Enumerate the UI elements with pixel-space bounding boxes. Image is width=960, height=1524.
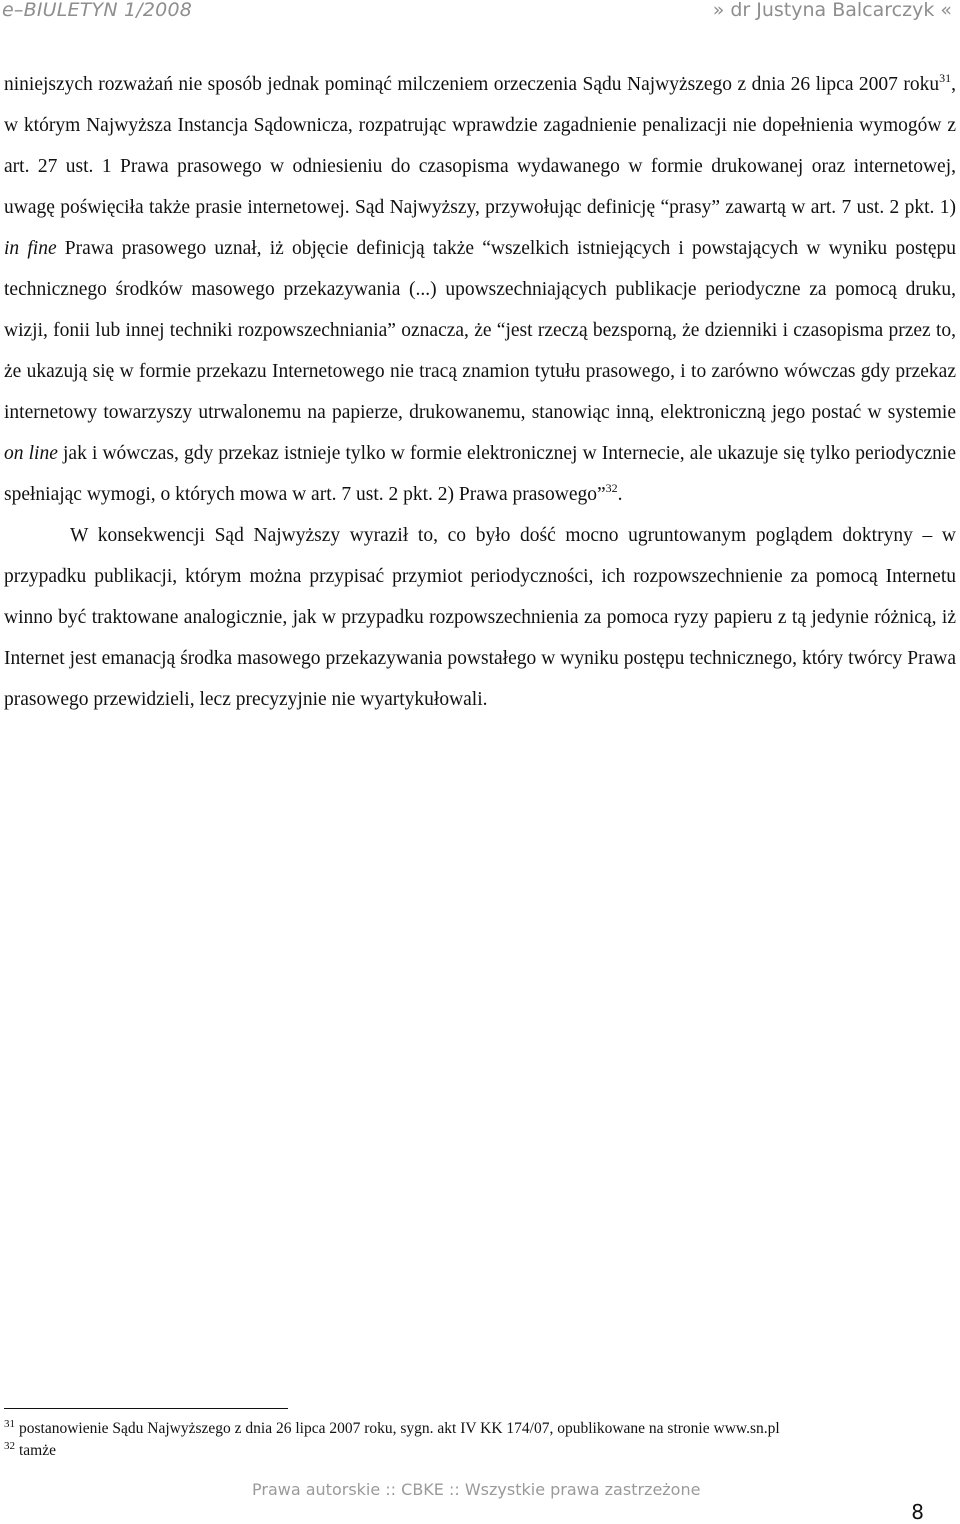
footnotes xyxy=(4,1418,956,1462)
paragraph-1-text-b: , w którym Najwyższa Instancja Sądownicza, rozpatrując wprawdzie zagadnienie penalizacji nie dopełnienia wymogów z art. 27 ust. 1 Prawa prasowego w odniesieniu do czasopisma wydawanego w formie drukowanej oraz internetowej, uwagę poświęciła także prasie internetowej. Sąd Najwyższy, przywołując definicję “prasy” zawartą w art. 7 ust. 2 pkt. 1) xyxy=(4,74,956,218)
paragraph-1-text-e: . xyxy=(617,484,623,505)
journal-title: e–BIULETYN 1/2008 xyxy=(2,0,193,21)
footnote-text: tamże xyxy=(19,1442,57,1459)
paragraph-1-text-a: niniejszych rozważań nie sposób jednak pominąć milczeniem orzeczenia Sądu Najwyższego z dnia 26 lipca 2007 roku xyxy=(4,74,940,95)
footnote-number: 32 xyxy=(4,1440,15,1452)
footnote-ref-31: 31 xyxy=(939,71,952,85)
footnote-separator xyxy=(4,1408,288,1409)
author-name: » dr Justyna Balcarczyk « xyxy=(712,0,952,21)
paragraph-2: W konsekwencji Sąd Najwyższy wyraził to, co było dość mocno ugruntowanym poglądem doktryny – w przypadku publikacji, którym można przypisać przymiot periodyczności, ich rozpowszechnienie za pomocą Internetu winno być traktowane analogicznie, jak w przypadku rozpowszechnienia za pomoca ryzy papieru z tą jedynie różnicą, iż Internet jest emanacją środka masowego przekazywania powstałego w wyniku postępu technicznego, który twórcy Prawa prasowego przewidzieli, lecz precyzyjnie nie wyartykułowali. xyxy=(4,525,956,710)
paragraph-1-text-c: Prawa prasowego uznał, iż objęcie definicją także “wszelkich istniejących i powstających w wyniku postępu technicznego środków masowego przekazywania (...) upowszechniających publikacje periodyczne za pomocą druku, wizji, fonii lub innej techniki rozpowszechniania” oznacza, że “jest rzeczą bezsporną, że dzienniki i czasopisma przez to, że ukazują się w formie przekazu Internetowego nie tracą znamion tytułu prasowego, i to zarówno wówczas gdy przekaz internetowy towarzyszy utrwalonemu na papierze, drukowanemu, stanowiąc inną, elektroniczną jego postać w systemie xyxy=(4,238,956,423)
footnote-number: 31 xyxy=(4,1418,15,1430)
latin-phrase-in-fine: in fine xyxy=(4,238,57,259)
paragraph-1-text-d: jak i wówczas, gdy przekaz istnieje tylko w formie elektronicznej w Internecie, ale ukazuje się tylko periodycznie spełniając wymogi, o których mowa w art. 7 ust. 2 pkt. 2) Prawa prasowego” xyxy=(4,443,957,505)
article-body xyxy=(4,64,956,720)
latin-phrase-on-line: on line xyxy=(4,443,58,464)
footnote-31 xyxy=(4,1418,956,1440)
footnote-32 xyxy=(4,1440,956,1462)
paragraph-1 xyxy=(4,64,956,515)
page-header xyxy=(0,0,960,26)
footnote-text: postanowienie Sądu Najwyższego z dnia 26 lipca 2007 roku, sygn. akt IV KK 174/07, opublikowane na stronie www.sn.pl xyxy=(19,1420,780,1437)
page-number: 8 xyxy=(911,1500,924,1524)
footnote-ref-32: 32 xyxy=(605,481,618,495)
copyright-notice: Prawa autorskie :: CBKE :: Wszystkie prawa zastrzeżone xyxy=(252,1480,701,1499)
